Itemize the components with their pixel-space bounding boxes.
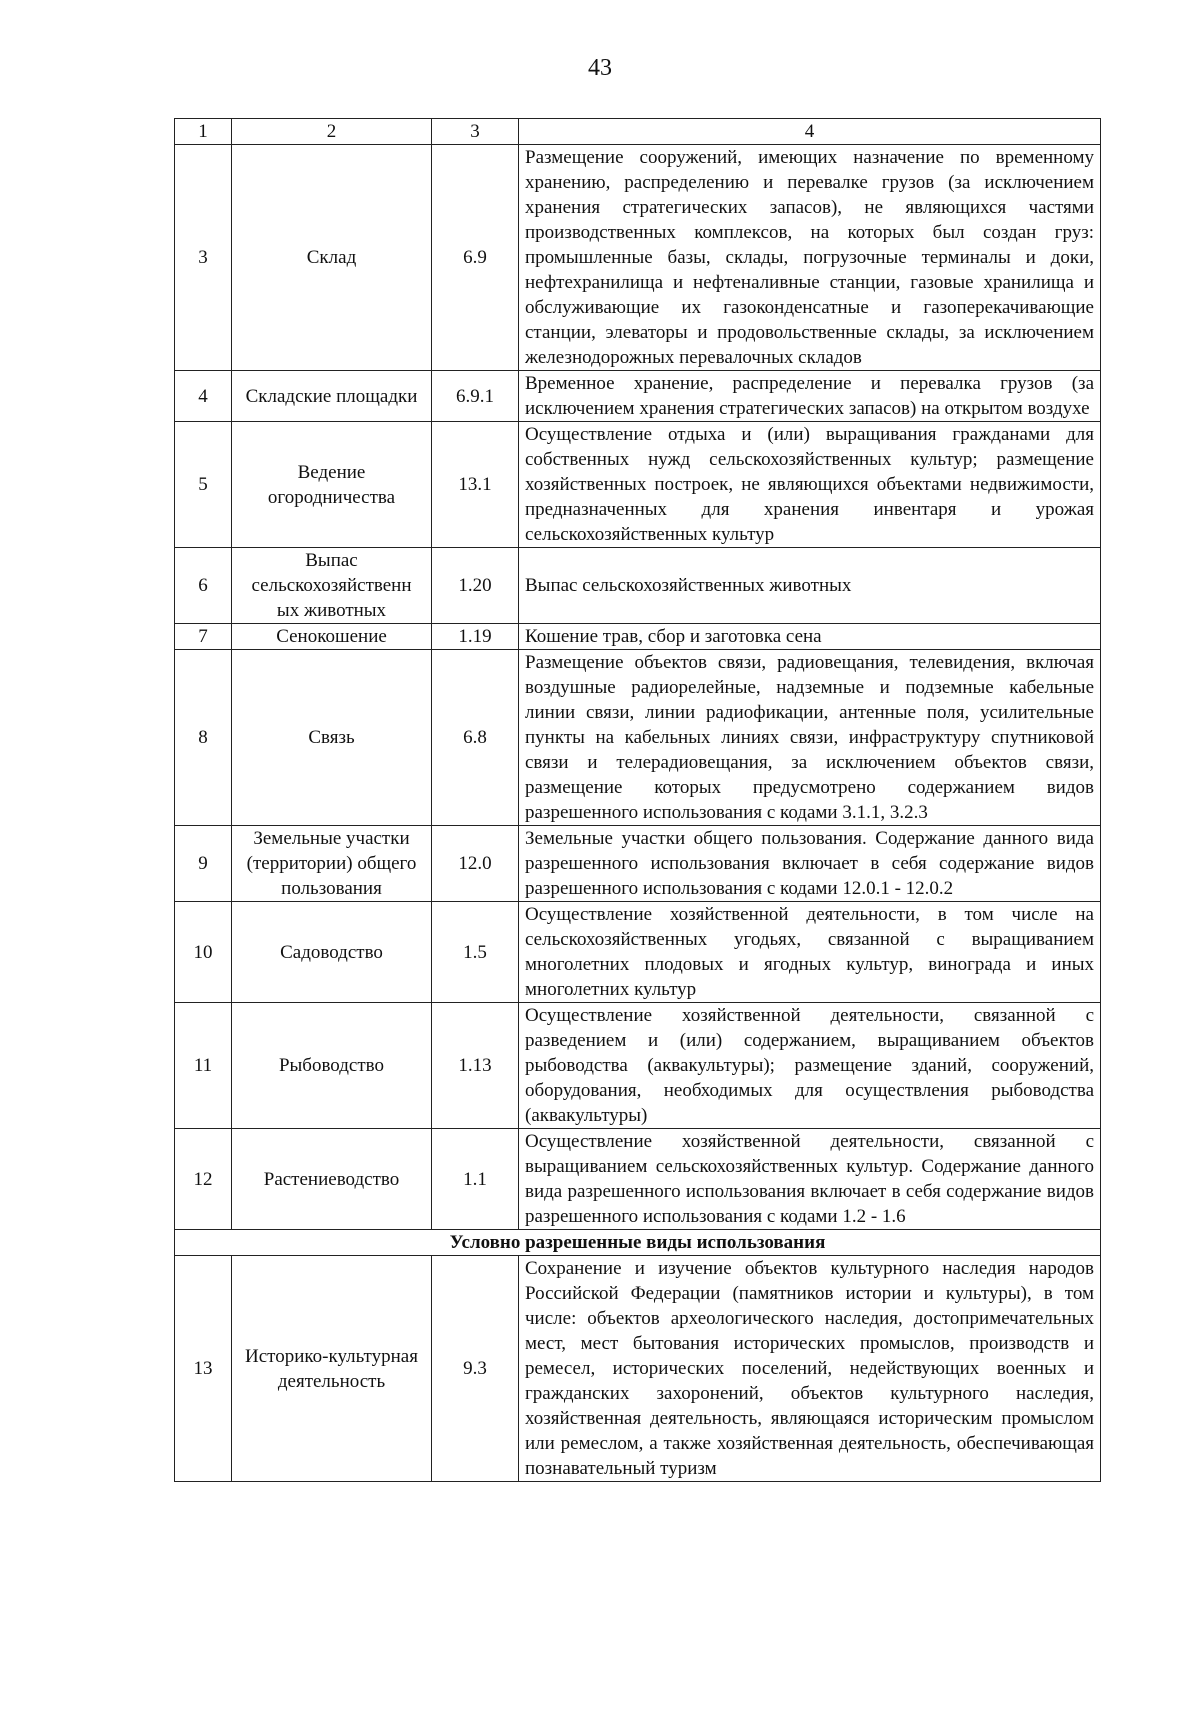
row-number: 5 bbox=[175, 422, 232, 548]
row-number: 4 bbox=[175, 371, 232, 422]
row-number: 3 bbox=[175, 145, 232, 371]
table-header-row bbox=[175, 119, 1101, 145]
use-type-code: 1.13 bbox=[432, 1003, 519, 1129]
use-type-code: 9.3 bbox=[432, 1256, 519, 1482]
header-cell: 4 bbox=[519, 119, 1101, 145]
table-row bbox=[175, 650, 1101, 826]
header-cell: 1 bbox=[175, 119, 232, 145]
section-title: Условно разрешенные виды использования bbox=[175, 1230, 1101, 1256]
use-type-name: Выпас сельскохозяйственн ых животных bbox=[232, 548, 432, 624]
row-number: 9 bbox=[175, 826, 232, 902]
use-type-description: Выпас сельскохозяйственных животных bbox=[519, 548, 1101, 624]
land-use-table bbox=[174, 118, 1101, 1482]
use-type-code: 6.9 bbox=[432, 145, 519, 371]
row-number: 11 bbox=[175, 1003, 232, 1129]
use-type-name: Ведение огородничества bbox=[232, 422, 432, 548]
use-type-description: Земельные участки общего пользования. Содержание данного вида разрешенного использования включает в себя содержание видов разрешенного использования с кодами 12.0.1 - 12.0.2 bbox=[519, 826, 1101, 902]
use-type-code: 6.8 bbox=[432, 650, 519, 826]
use-type-code: 1.19 bbox=[432, 624, 519, 650]
row-number: 7 bbox=[175, 624, 232, 650]
use-type-name: Земельные участки (территории) общего пользования bbox=[232, 826, 432, 902]
use-type-name: Историко-культурная деятельность bbox=[232, 1256, 432, 1482]
header-cell: 2 bbox=[232, 119, 432, 145]
section-row bbox=[175, 1230, 1101, 1256]
use-type-name: Сенокошение bbox=[232, 624, 432, 650]
use-type-name: Склад bbox=[232, 145, 432, 371]
page-number: 43 bbox=[588, 55, 612, 81]
row-number: 10 bbox=[175, 902, 232, 1003]
row-number: 12 bbox=[175, 1129, 232, 1230]
table-row bbox=[175, 422, 1101, 548]
use-type-description: Осуществление отдыха и (или) выращивания гражданами для собственных нужд сельскохозяйственных культур; размещение хозяйственных построек, не являющихся объектами недвижимости, предназначенных для хранения инвентаря и урожая сельскохозяйственных культур bbox=[519, 422, 1101, 548]
table-row bbox=[175, 624, 1101, 650]
use-type-name: Садоводство bbox=[232, 902, 432, 1003]
use-type-description: Осуществление хозяйственной деятельности, в том числе на сельскохозяйственных угодьях, связанной с выращиванием многолетних плодовых и ягодных культур, винограда и иных многолетних культур bbox=[519, 902, 1101, 1003]
use-type-description: Кошение трав, сбор и заготовка сена bbox=[519, 624, 1101, 650]
use-type-description: Осуществление хозяйственной деятельности, связанной с разведением и (или) содержанием, выращиванием объектов рыбоводства (аквакультуры); размещение зданий, сооружений, оборудования, необходимых для осуществления рыбоводства (аквакультуры) bbox=[519, 1003, 1101, 1129]
use-type-code: 1.5 bbox=[432, 902, 519, 1003]
use-type-name: Растениеводство bbox=[232, 1129, 432, 1230]
table-row bbox=[175, 902, 1101, 1003]
use-type-description: Размещение сооружений, имеющих назначение по временному хранению, распределению и перевалке грузов (за исключением хранения стратегических запасов), не являющихся частями производственных комплексов, на которых был создан груз: промышленные базы, склады, погрузочные терминалы и доки, нефтехранилища и нефтеналивные станции, газовые хранилища и обслуживающие их газоконденсатные и газоперекачивающие станции, элеваторы и продовольственные склады, за исключением железнодорожных перевалочных складов bbox=[519, 145, 1101, 371]
use-type-description: Временное хранение, распределение и перевалка грузов (за исключением хранения стратегических запасов) на открытом воздухе bbox=[519, 371, 1101, 422]
table-row bbox=[175, 371, 1101, 422]
use-type-name: Связь bbox=[232, 650, 432, 826]
use-type-description: Сохранение и изучение объектов культурного наследия народов Российской Федерации (памятников истории и культуры), в том числе: объектов археологического наследия, достопримечательных мест, мест бытования исторических промыслов, производств и ремесел, исторических поселений, недействующих военных и гражданских захоронений, объектов культурного наследия, хозяйственная деятельность, являющаяся историческим промыслом или ремеслом, а также хозяйственная деятельность, обеспечивающая познавательный туризм bbox=[519, 1256, 1101, 1482]
use-type-code: 6.9.1 bbox=[432, 371, 519, 422]
use-type-code: 12.0 bbox=[432, 826, 519, 902]
use-type-name: Рыбоводство bbox=[232, 1003, 432, 1129]
table-row bbox=[175, 548, 1101, 624]
use-type-description: Осуществление хозяйственной деятельности, связанной с выращиванием сельскохозяйственных культур. Содержание данного вида разрешенного использования включает в себя содержание видов разрешенного использования с кодами 1.2 - 1.6 bbox=[519, 1129, 1101, 1230]
table-row bbox=[175, 1003, 1101, 1129]
table-row bbox=[175, 1256, 1101, 1482]
use-type-description: Размещение объектов связи, радиовещания, телевидения, включая воздушные радиорелейные, надземные и подземные кабельные линии связи, линии радиофикации, антенные поля, усилительные пункты на кабельных линиях связи, инфраструктуру спутниковой связи и телерадиовещания, за исключением объектов связи, размещение которых предусмотрено содержанием видов разрешенного использования с кодами 3.1.1, 3.2.3 bbox=[519, 650, 1101, 826]
use-type-name: Складские площадки bbox=[232, 371, 432, 422]
use-type-code: 1.20 bbox=[432, 548, 519, 624]
table-row bbox=[175, 145, 1101, 371]
row-number: 6 bbox=[175, 548, 232, 624]
row-number: 8 bbox=[175, 650, 232, 826]
header-cell: 3 bbox=[432, 119, 519, 145]
use-type-code: 1.1 bbox=[432, 1129, 519, 1230]
table-row bbox=[175, 1129, 1101, 1230]
table-row bbox=[175, 826, 1101, 902]
row-number: 13 bbox=[175, 1256, 232, 1482]
use-type-code: 13.1 bbox=[432, 422, 519, 548]
